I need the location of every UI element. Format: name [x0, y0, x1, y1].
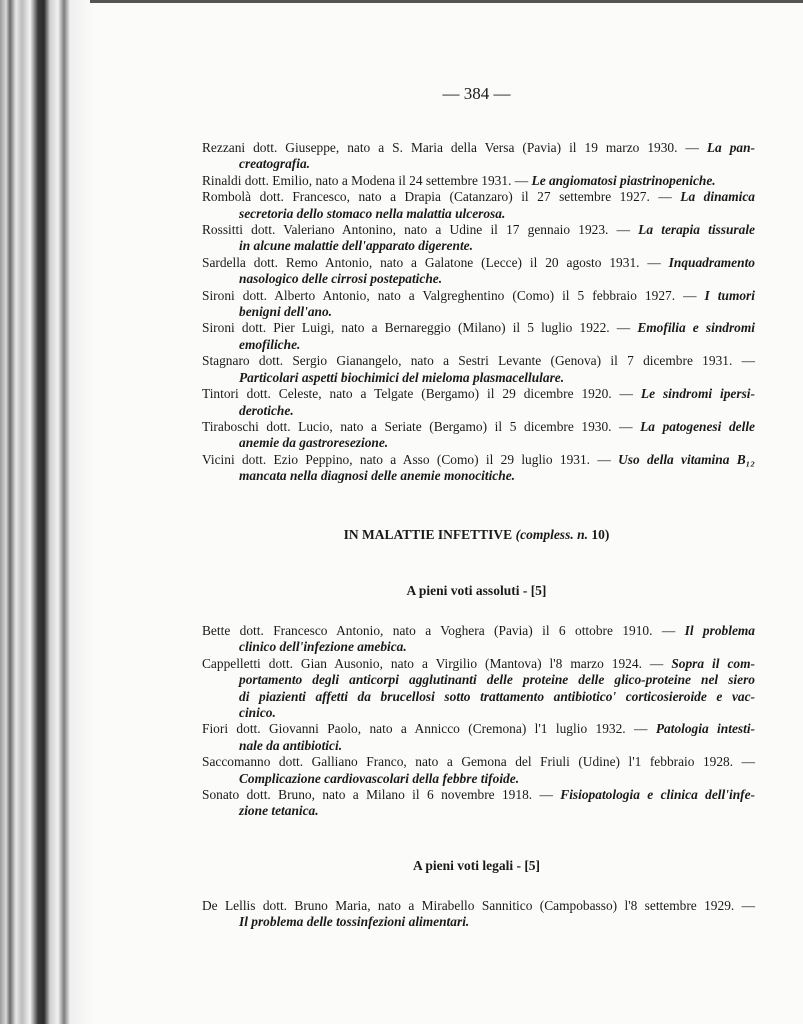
entry-thesis-title: creatografia. — [239, 156, 311, 172]
scan-top-edge — [90, 0, 803, 3]
entry-line — [202, 140, 755, 156]
entry-author: Rinaldi dott. Emilio, nato a Modena il 24 settembre 1931. — — [202, 172, 532, 188]
entry-line — [202, 370, 755, 386]
section-heading — [0, 527, 803, 543]
entry-line — [202, 288, 755, 304]
subheading-legali: A pieni voti legali - [5] — [412, 858, 541, 873]
entry-line — [202, 705, 755, 721]
entry-thesis-title: in alcune malattie dell'apparato digerente. — [239, 238, 473, 254]
entries-list-legali — [202, 898, 755, 931]
entry-thesis-title: emofiliche. — [239, 336, 301, 352]
entry-line — [202, 173, 755, 189]
section-heading-text: IN MALATTIE INFETTIVE — [343, 527, 516, 542]
entry-thesis-title: Complicazione cardiovascolari della febbre tifoide. — [239, 770, 520, 786]
entry-line — [202, 435, 755, 451]
entry-line — [202, 238, 755, 254]
section-heading-italic: (compless. n. — [515, 527, 588, 542]
entry-thesis-title: Le angiomatosi piastrinopeniche. — [531, 172, 716, 188]
entry-line — [202, 271, 755, 287]
entry-thesis-title: nale da antibiotici. — [239, 737, 343, 753]
list-item — [202, 754, 755, 787]
list-item — [202, 140, 755, 173]
list-item — [202, 173, 755, 189]
entry-line — [202, 754, 755, 770]
subheading-assoluti: A pieni voti assoluti - [5] — [406, 583, 547, 598]
entry-line — [202, 803, 755, 819]
entry-thesis-title: secretoria dello stomaco nella malattia ulcerosa. — [239, 205, 506, 221]
list-item — [202, 898, 755, 931]
entry-line — [202, 898, 755, 914]
entry-line — [202, 255, 755, 271]
entry-line — [202, 721, 755, 737]
entry-thesis-title: I tumori — [704, 287, 755, 303]
entries-list-general — [202, 140, 755, 485]
entry-thesis-title: nasologico delle cirrosi postepatiche. — [239, 271, 443, 287]
entry-line — [202, 738, 755, 754]
entry-thesis-title: Il problema delle tossinfezioni alimentari. — [239, 914, 470, 930]
entry-author: Cappelletti dott. Gian Ausonio, nato a Virgilio (Mantova) l'8 marzo 1924. — — [202, 655, 672, 671]
entry-author: De Lellis dott. Bruno Maria, nato a Mirabello Sannitico (Campobasso) l'8 settembre 1929. — — [202, 898, 755, 913]
entry-line — [202, 403, 755, 419]
entry-author: Sironi dott. Pier Luigi, nato a Bernareggio (Milano) il 5 luglio 1922. — — [202, 320, 638, 336]
entry-line — [202, 623, 755, 639]
entry-author: Tintori dott. Celeste, nato a Telgate (Bergamo) il 29 dicembre 1920. — — [202, 386, 641, 402]
list-item — [202, 452, 755, 485]
entry-thesis-title: La pan- — [706, 140, 755, 155]
entry-line — [202, 656, 755, 672]
list-item — [202, 353, 755, 386]
entry-author: Rezzani dott. Giuseppe, nato a S. Maria della Versa (Pavia) il 19 marzo 1930. — — [202, 140, 707, 155]
entry-thesis-title: anemie da gastroresezione. — [239, 435, 389, 451]
entry-author: Rossitti dott. Valeriano Antonino, nato a Udine il 17 gennaio 1923. — — [202, 222, 639, 238]
entry-thesis-title: cinico. — [239, 705, 276, 721]
section-heading-count: 10) — [587, 527, 610, 542]
entry-author: Tiraboschi dott. Lucio, nato a Seriate (Bergamo) il 5 dicembre 1930. — — [202, 418, 641, 434]
entry-line — [202, 386, 755, 402]
entry-line — [202, 304, 755, 320]
entry-thesis-title: La dinamica — [680, 189, 756, 205]
entry-author: Sironi dott. Alberto Antonio, nato a Valgreghentino (Como) il 5 febbraio 1927. — — [202, 287, 705, 303]
entry-line — [202, 771, 755, 787]
entry-author: Saccomanno dott. Galliano Franco, nato a Gemona del Friuli (Udine) l'1 febbraio 1928. — — [202, 754, 755, 770]
entry-author: Vicini dott. Ezio Peppino, nato a Asso (Como) il 29 luglio 1931. — — [202, 451, 619, 467]
entries-list-assoluti — [202, 623, 755, 820]
list-item — [202, 623, 755, 656]
entry-thesis-title: derotiche. — [239, 402, 294, 418]
entry-author: Stagnaro dott. Sergio Gianangelo, nato a Sestri Levante (Genova) il 7 dicembre 1931. — — [202, 353, 755, 369]
entry-thesis-title: di piazienti affetti da brucellosi sotto trattamento antibiotico' corticosieroide e vac- — [239, 688, 755, 704]
entry-thesis-title: Fisiopatologia e clinica dell'infe- — [560, 787, 755, 803]
entry-thesis-title: Il problema — [684, 623, 755, 638]
entry-line — [202, 468, 755, 484]
entry-line — [202, 672, 755, 688]
entry-author: Sardella dott. Remo Antonio, nato a Galatone (Lecce) il 20 agosto 1931. — — [202, 254, 669, 270]
entry-thesis-title: Emofilia e sindromi — [637, 320, 756, 336]
entry-line — [202, 156, 755, 172]
list-item — [202, 721, 755, 754]
list-item — [202, 222, 755, 255]
entry-line — [202, 353, 755, 369]
entry-thesis-title: Inquadramento — [668, 254, 755, 270]
entry-thesis-title: portamento degli anticorpi agglutinanti delle proteine delle glico-proteine nel siero — [239, 672, 755, 688]
entry-author: Bette dott. Francesco Antonio, nato a Voghera (Pavia) il 6 ottobre 1910. — — [202, 623, 685, 638]
entry-thesis-title: clinico dell'infezione amebica. — [239, 639, 407, 655]
entry-thesis-title: Particolari aspetti biochimici del mieloma plasmacellulare. — [239, 369, 565, 385]
entry-thesis-title: Sopra il com- — [671, 655, 755, 671]
entry-line — [202, 337, 755, 353]
page-number: — 384 — — [442, 84, 511, 103]
entry-line — [202, 452, 755, 468]
list-item — [202, 320, 755, 353]
entry-line — [202, 419, 755, 435]
entry-line — [202, 787, 755, 803]
list-item — [202, 288, 755, 321]
list-item — [202, 386, 755, 419]
list-item — [202, 787, 755, 820]
list-item — [202, 419, 755, 452]
entry-line — [202, 689, 755, 705]
entry-line — [202, 914, 755, 930]
list-item — [202, 189, 755, 222]
entry-thesis-title: benigni dell'ano. — [239, 304, 333, 320]
list-item — [202, 255, 755, 288]
list-item — [202, 656, 755, 722]
entry-line — [202, 206, 755, 222]
entry-thesis-title: zione tetanica. — [239, 803, 319, 819]
entry-author: Fiori dott. Giovanni Paolo, nato a Annicco (Cremona) l'1 luglio 1932. — — [202, 721, 656, 737]
entry-author: Rombolà dott. Francesco, nato a Drapia (Catanzaro) il 27 settembre 1927. — — [202, 189, 681, 205]
entry-thesis-title: La terapia tissurale — [638, 222, 755, 238]
entry-thesis-title: La patogenesi delle — [640, 418, 755, 434]
entry-author: Sonato dott. Bruno, nato a Milano il 6 novembre 1918. — — [202, 787, 561, 803]
entry-line — [202, 189, 755, 205]
entry-line — [202, 639, 755, 655]
entry-thesis-title: Patologia intesti- — [655, 721, 755, 737]
entry-thesis-title: Le sindromi ipersi- — [640, 386, 755, 402]
entry-line — [202, 320, 755, 336]
entry-thesis-title: mancata nella diagnosi delle anemie monocitiche. — [239, 468, 515, 484]
entry-thesis-title: Uso della vitamina B₁₂ — [618, 451, 755, 467]
entry-line — [202, 222, 755, 238]
